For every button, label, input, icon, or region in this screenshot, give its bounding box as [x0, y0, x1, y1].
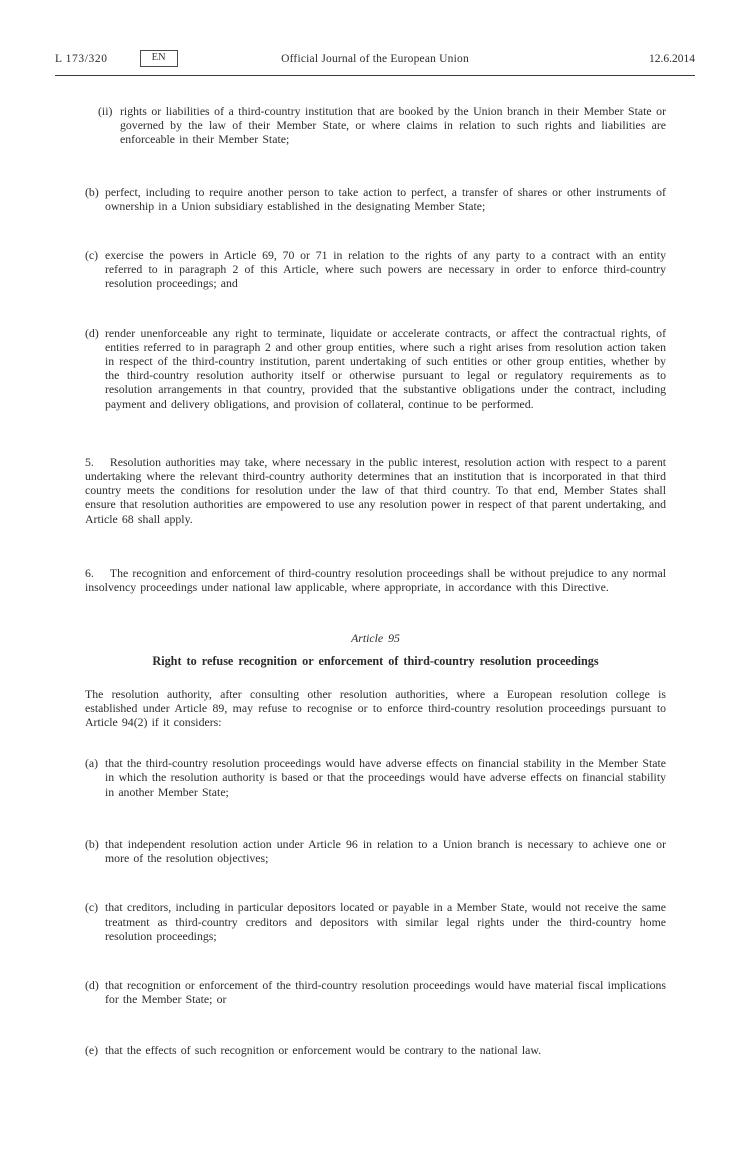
list-item-text: exercise the powers in Article 69, 70 or 71 in relation to the rights of any party to a contract with an entity referred to in paragraph 2 of this Article, where such powers are necessary in order to enforce third-country resolution proceedings; and — [105, 248, 666, 291]
page-header — [55, 0, 695, 76]
header-left-group — [55, 50, 281, 67]
list-item-text: that independent resolution action under Article 96 in relation to a Union branch is necessary to achieve one or more of the resolution objectives; — [105, 836, 666, 866]
refusal-item-d — [85, 978, 666, 1006]
journal-reference: L 173/320 — [55, 52, 108, 65]
list-item-text: that creditors, including in particular depositors located or payable in a Member State, would not receive the same treatment as third-country creditors and depositors with similar legal rights under the third-country home resolution proceedings; — [105, 900, 666, 943]
paragraph-number: 6. — [85, 565, 94, 580]
list-item-text: rights or liabilities of a third-country institution that are booked by the Union branch in their Member State or governed by the law of their Member State, or where claims in relation to such rights and liabilities are enforceable in their Member State; — [120, 104, 666, 147]
list-item-text: that recognition or enforcement of the third-country resolution proceedings would have material fiscal implications for the Member State; or — [105, 977, 666, 1007]
paragraph-6 — [85, 566, 666, 594]
refusal-item-e — [85, 1043, 666, 1057]
list-item-d — [85, 326, 666, 411]
list-item-text: that the third-country resolution proceedings would have adverse effects on financial stability in the Member State in which the resolution authority is based or that the proceedings would have adverse effects on financial stability in another Member State; — [105, 756, 666, 799]
journal-title: Official Journal of the European Union — [281, 52, 469, 65]
list-item-label: (d) — [85, 325, 99, 340]
article-number-heading: Article 95 — [351, 631, 400, 646]
paragraph-text: Resolution authorities may take, where necessary in the public interest, resolution action with respect to a parent undertaking where the relevant third-country authority determines that an institution that is incorporated in that third country meets the conditions for resolution under the law of that third country. To that end, Member States shall ensure that resolution authorities are empowered to use any resolution power in respect of that parent undertaking, and Article 68 shall apply. — [85, 454, 666, 526]
paragraph-5 — [85, 455, 666, 526]
list-item-text: render unenforceable any right to terminate, liquidate or accelerate contracts, or affect the contractual rights, of entities referred to in paragraph 2 and other group entities, where such a right arises from resolution action taken in respect of the third-country institution, parent undertaking of such entities or other group entities, whether by the third-country resolution authority itself or otherwise pursuant to legal or regulatory requirements as to resolution arrangements in that country, provided that the substantive obligations under the contract, including payment and delivery obligations, and provision of collateral, continue to be performed. — [105, 325, 666, 411]
language-badge: EN — [140, 50, 178, 67]
list-item-label: (e) — [85, 1043, 99, 1058]
list-item-label: (b) — [85, 836, 99, 851]
list-item-label: (ii) — [98, 104, 113, 118]
list-item-text: that the effects of such recognition or enforcement would be contrary to the national law. — [105, 1043, 542, 1058]
refusal-item-a — [85, 756, 666, 799]
list-item-label: (a) — [85, 756, 99, 771]
list-item-label: (b) — [85, 184, 99, 199]
list-item-c — [85, 248, 666, 291]
issue-date: 12.6.2014 — [649, 52, 696, 65]
list-item-text: perfect, including to require another person to take action to perfect, a transfer of shares or other instruments of ownership in a Union subsidiary established in the designating Member State; — [105, 184, 666, 213]
paragraph-number: 5. — [85, 454, 94, 469]
article-title-heading: Right to refuse recognition or enforcement of third-country resolution proceedings — [152, 654, 599, 669]
list-item-label: (c) — [85, 248, 99, 263]
refusal-item-b — [85, 837, 666, 865]
paragraph-text: The recognition and enforcement of third-country resolution proceedings shall be without prejudice to any normal insolvency proceedings under national law applicable, where appropriate, in accordance with this Directive. — [85, 565, 666, 595]
list-item-label: (c) — [85, 900, 99, 915]
list-item-ii — [85, 104, 666, 147]
list-item-b — [85, 185, 666, 213]
document-body — [0, 76, 750, 1153]
list-item-label: (d) — [85, 977, 99, 992]
refusal-item-c — [85, 900, 666, 943]
article-intro-paragraph: The resolution authority, after consulting other resolution authorities, where a European resolution college is established under Article 89, may refuse to recognise or to enforce third-country resolution proceedings pursuant to Article 94(2) if it considers: — [85, 686, 666, 730]
